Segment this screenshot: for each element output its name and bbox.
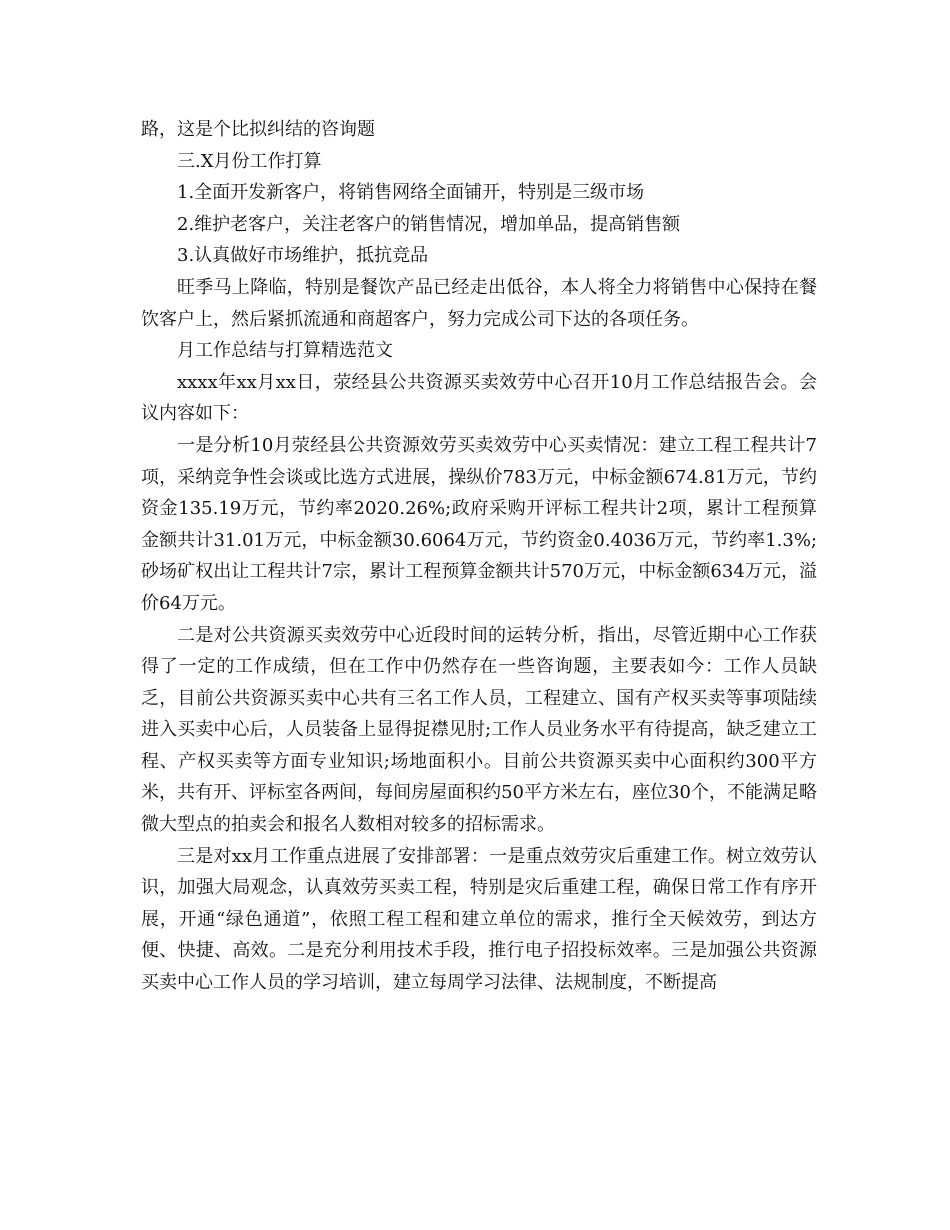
- plan-item-1: 1.全面开发新客户，将销售网络全面铺开，特别是三级市场: [177, 182, 645, 204]
- paragraph-point-one: 一是分析10月荥经县公共资源效劳买卖效劳中心买卖情况：建立工程工程共计7项，采纳竞争性会谈或比选方式进展，操纵价783万元，中标金额674.81万元，节约资金135.19万元，节约率2020.26%;政府采购开评标工程共计2项，累计工程预算金额共计31.01万元，中标金额30.6064万元，节约资金0.4036万元，节约率1.3%;砂场矿权出让工程共计7宗，累计工程预算金额共计570万元，中标金额634万元，溢价64万元。: [141, 434, 817, 614]
- article-title: 月工作总结与打算精选范文: [177, 340, 393, 362]
- paragraph-continuation: 路，这是个比拟纠结的咨询题: [141, 119, 375, 140]
- paragraph-meeting-intro: xxxx年xx月xx日，荥经县公共资源买卖效劳中心召开10月工作总结报告会。会议内容如下：: [141, 371, 817, 425]
- section-heading-plan: 三.X月份工作打算: [177, 150, 322, 172]
- document-body: [141, 114, 817, 999]
- paragraph-season: 旺季马上降临，特别是餐饮产品已经走出低谷，本人将全力将销售中心保持在餐饮客户上，然后紧抓流通和商超客户，努力完成公司下达的各项任务。: [141, 276, 817, 330]
- plan-item-3: 3.认真做好市场维护，抵抗竞品: [177, 245, 429, 267]
- paragraph-point-three: 三是对xx月工作重点进展了安排部署：一是重点效劳灾后重建工作。树立效劳认识，加强大局观念，认真效劳买卖工程，特别是灾后重建工程，确保日常工作有序开展，开通“绿色通道”，依照工程工程和建立单位的需求，推行全天候效劳，到达方便、快捷、高效。二是充分利用技术手段，推行电子招投标效率。三是加强公共资源买卖中心工作人员的学习培训，建立每周学习法律、法规制度，不断提高: [141, 845, 817, 994]
- plan-item-2: 2.维护老客户，关注老客户的销售情况，增加单品，提高销售额: [177, 213, 681, 235]
- paragraph-point-two: 二是对公共资源买卖效劳中心近段时间的运转分析，指出，尽管近期中心工作获得了一定的工作成绩，但在工作中仍然存在一些咨询题，主要表如今：工作人员缺乏，目前公共资源买卖中心共有三名工作人员，工程建立、国有产权买卖等事项陆续进入买卖中心后，人员装备上显得捉襟见肘;工作人员业务水平有待提高，缺乏建立工程、产权买卖等方面专业知识;场地面积小。目前公共资源买卖中心面积约300平方米，共有开、评标室各两间，每间房屋面积约50平方米左右，座位30个，不能满足略微大型点的拍卖会和报名人数相对较多的招标需求。: [141, 624, 817, 836]
